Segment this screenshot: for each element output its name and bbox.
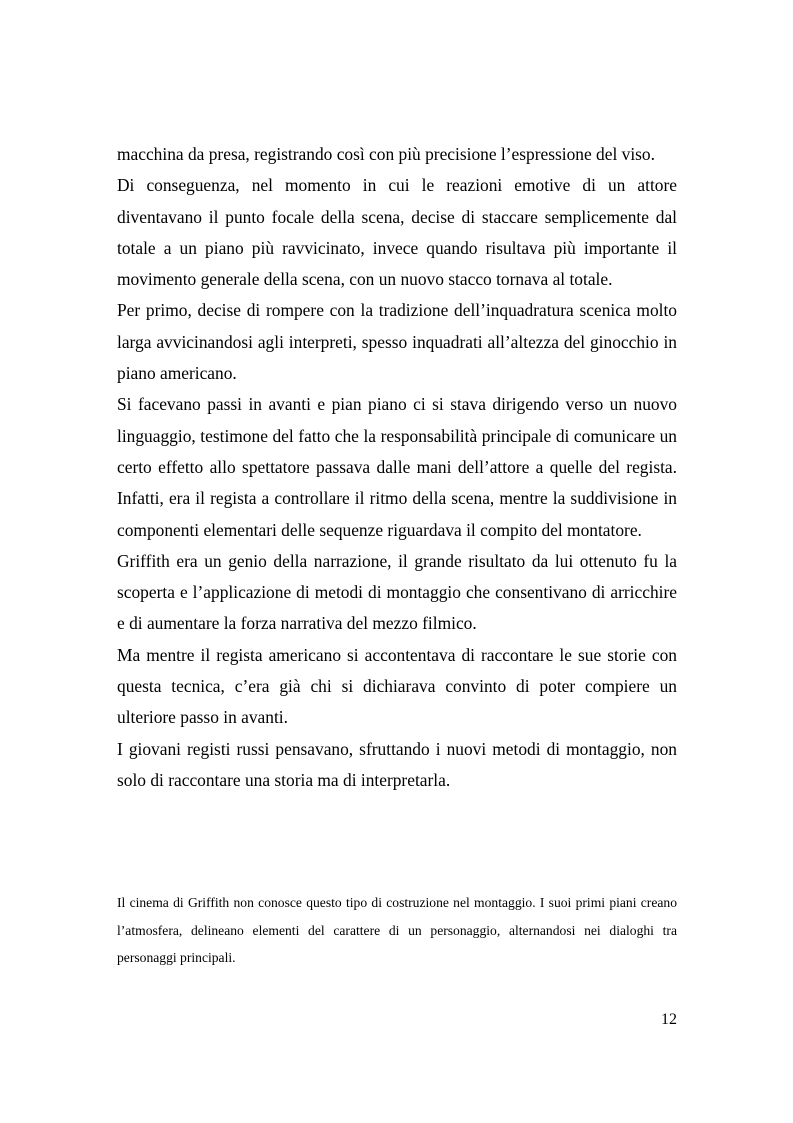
paragraph-2: Di conseguenza, nel momento in cui le reazioni emotive di un attore diventavano il punto focale della scena, decise di staccare semplicemente dal totale a un piano più ravvicinato, invece quando risultava più importante il movimento generale della scena, con un nuovo stacco tornava al totale. <box>117 175 677 290</box>
paragraph-1: macchina da presa, registrando così con più precisione l’espressione del viso. <box>117 144 655 164</box>
footnote-paragraph: Il cinema di Griffith non conosce questo tipo di costruzione nel montaggio. I suoi primi piani creano l’atmosfera, delineano elementi del carattere di un personaggio, alternandosi nei dialoghi tra personaggi principali. <box>117 895 677 965</box>
footnote-text <box>117 889 677 972</box>
paragraph-7: I giovani registi russi pensavano, sfruttando i nuovi metodi di montaggio, non solo di raccontare una storia ma di interpretarla. <box>117 738 677 790</box>
paragraph-5: Griffith era un genio della narrazione, il grande risultato da lui ottenuto fu la scoperta e l’applicazione di metodi di montaggio che consentivano di arricchire e di aumentare la forza narrativa del mezzo filmico. <box>117 550 677 634</box>
paragraph-3: Per primo, decise di rompere con la tradizione dell’inquadratura scenica molto larga avvicinandosi agli interpreti, spesso inquadrati all’altezza del ginocchio in piano americano. <box>117 300 677 384</box>
paragraph-4: Si facevano passi in avanti e pian piano ci si stava dirigendo verso un nuovo linguaggio, testimone del fatto che la responsabilità principale di comunicare un certo effetto allo spettatore passava dalle mani dell’attore a quelle del regista. Infatti, era il regista a controllare il ritmo della scena, mentre la suddivisione in componenti elementari delle sequenze riguardava il compito del montatore. <box>117 394 677 540</box>
page-number: 12 <box>661 1011 677 1028</box>
body-text <box>117 139 677 796</box>
paragraph-6: Ma mentre il regista americano si accontentava di raccontare le sue storie con questa tecnica, c’era già chi si dichiarava convinto di poter compiere un ulteriore passo in avanti. <box>117 644 677 728</box>
